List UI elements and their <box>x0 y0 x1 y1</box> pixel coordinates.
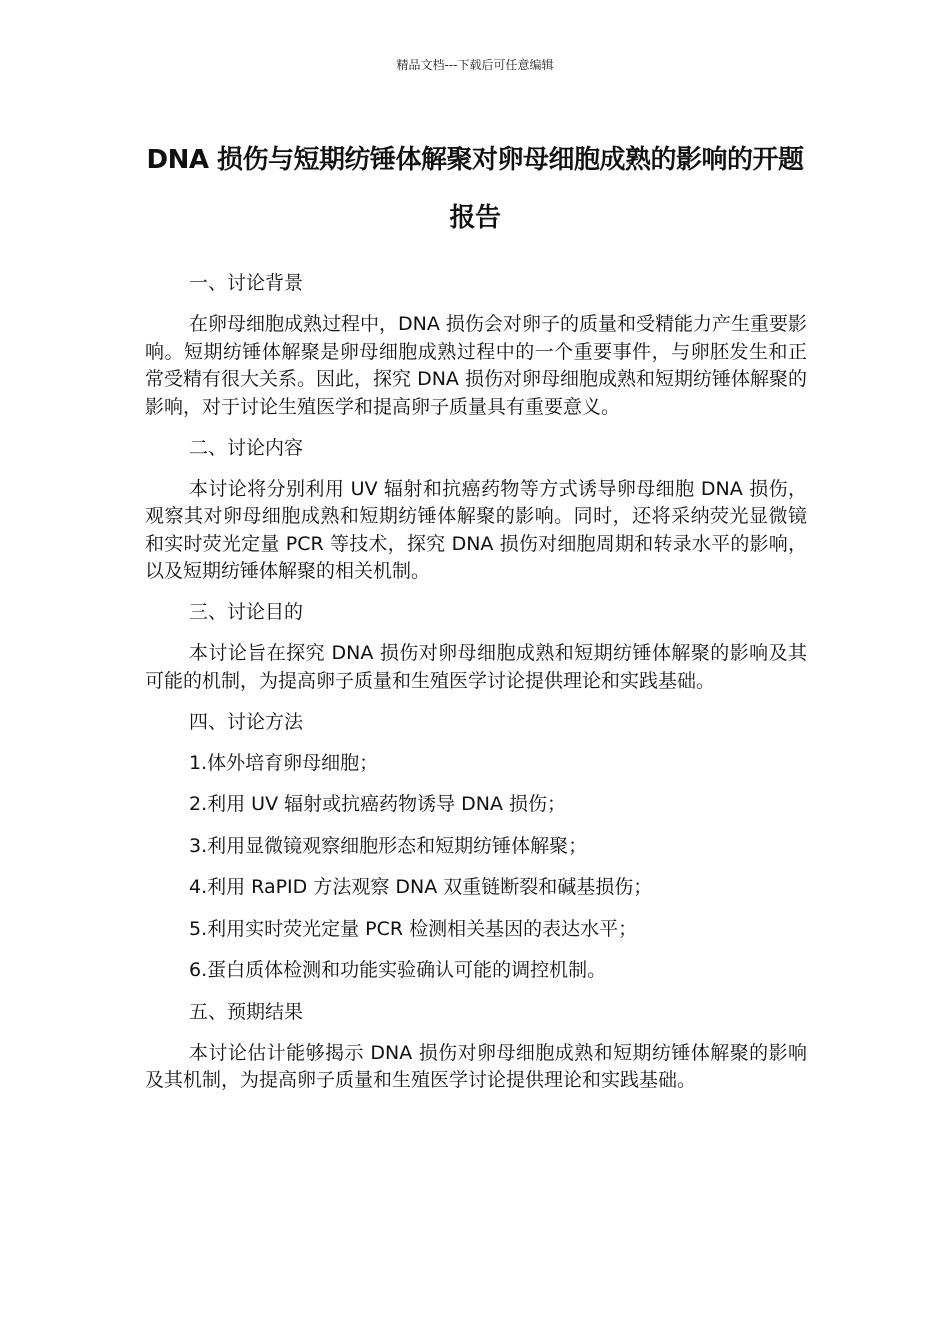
section-text-goal: 本讨论旨在探究 DNA 损伤对卵母细胞成熟和短期纺锤体解聚的影响及其可能的机制，为提高卵子质量和生殖医学讨论提供理论和实践基础。 <box>145 642 807 692</box>
method-item: 3.利用显微镜观察细胞形态和短期纺锤体解聚； <box>189 834 588 857</box>
section-text-content: 本讨论将分别利用 UV 辐射和抗癌药物等方式诱导卵母细胞 DNA 损伤，观察其对卵母细胞成熟和短期纺锤体解聚的影响。同时，还将采纳荧光显微镜和实时荧光定量 PCR 等技术，探究 DNA 损伤对细胞周期和转录水平的影响，以及短期纺锤体解聚的相关机制。 <box>145 477 807 582</box>
section-heading-methods: 四、讨论方法 <box>189 710 304 733</box>
method-item: 2.利用 UV 辐射或抗癌药物诱导 DNA 损伤； <box>189 793 567 815</box>
method-item: 4.利用 RaPID 方法观察 DNA 双重链断裂和碱基损伤； <box>189 876 653 898</box>
method-item: 1.体外培育卵母细胞； <box>189 751 379 774</box>
section-text-background: 在卵母细胞成熟过程中，DNA 损伤会对卵子的质量和受精能力产生重要影响。短期纺锤体解聚是卵母细胞成熟过程中的一个重要事件，与卵胚发生和正常受精有很大关系。因此，探究 DNA 损伤对卵母细胞成熟和短期纺锤体解聚的影响，对于讨论生殖医学和提高卵子质量具有重要意义。 <box>145 313 807 418</box>
document-body <box>145 270 807 1108</box>
section-heading-content: 二、讨论内容 <box>189 436 304 459</box>
method-item: 5.利用实时荧光定量 PCR 检测相关基因的表达水平； <box>189 917 638 940</box>
document-title: DNA 损伤与短期纺锤体解聚对卵母细胞成熟的影响的开题报告 <box>146 145 804 233</box>
method-item: 6.蛋白质体检测和功能实验确认可能的调控机制。 <box>189 959 607 981</box>
section-heading-goal: 三、讨论目的 <box>189 601 304 623</box>
section-text-expected: 本讨论估计能够揭示 DNA 损伤对卵母细胞成熟和短期纺锤体解聚的影响及其机制，为提高卵子质量和生殖医学讨论提供理论和实践基础。 <box>145 1041 807 1091</box>
header-note: 精品文档---下载后可任意编辑 <box>396 58 554 72</box>
section-heading-background: 一、讨论背景 <box>189 272 304 294</box>
section-heading-expected: 五、预期结果 <box>189 1000 304 1023</box>
